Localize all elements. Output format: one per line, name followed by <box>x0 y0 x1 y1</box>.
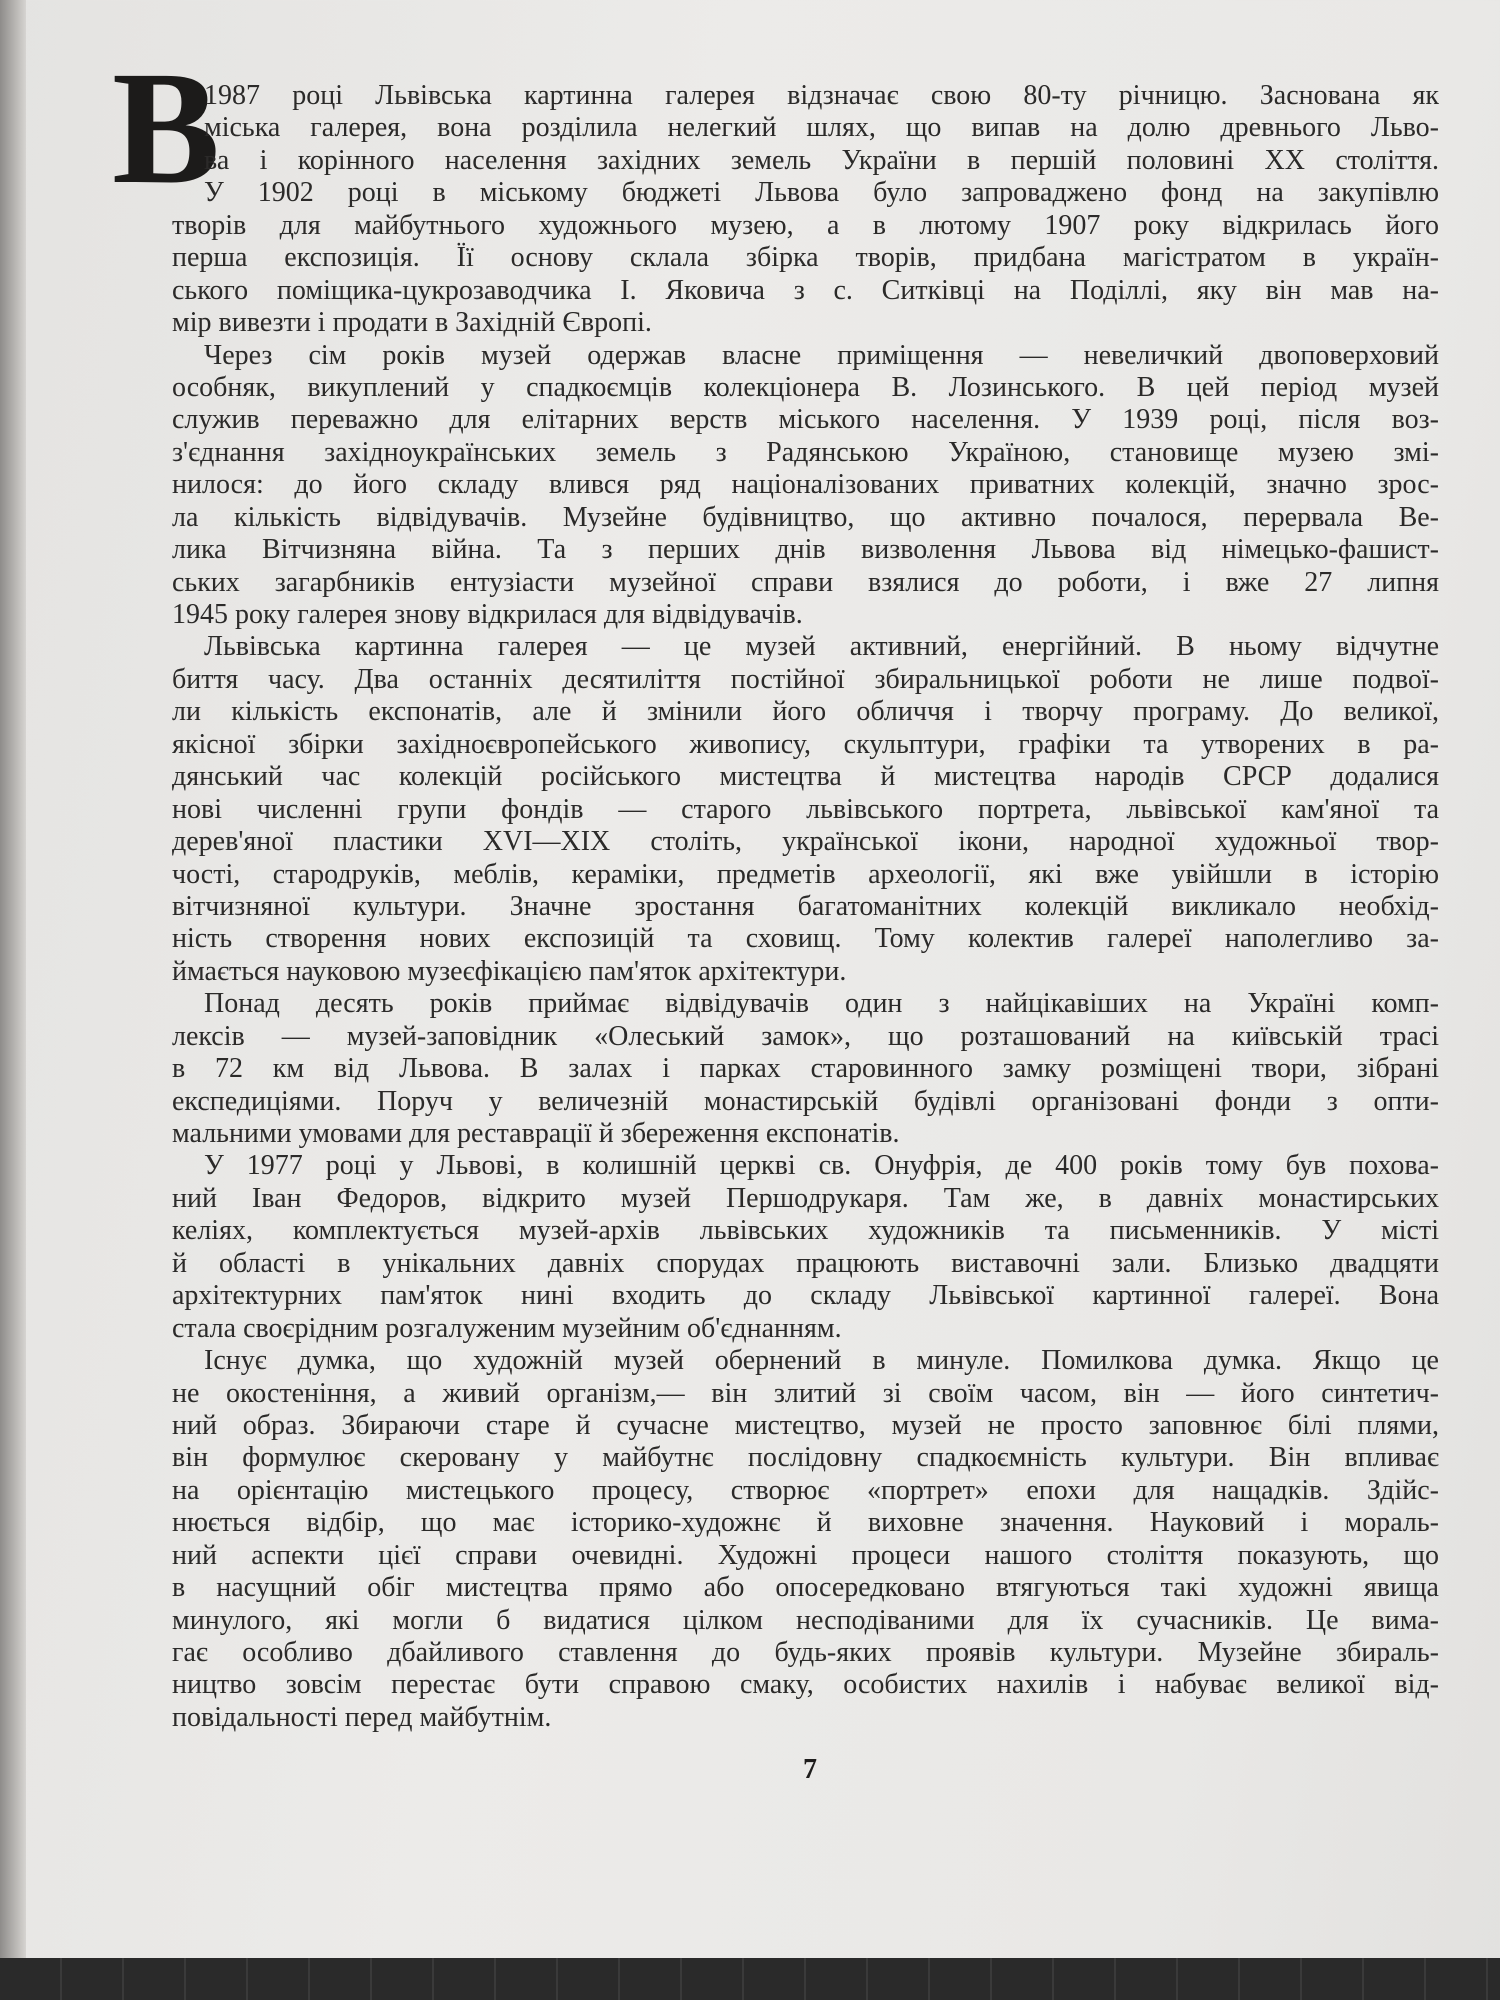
paragraph-5-line: й області в унікальних давніх спорудах працюють виставочні зали. Близько двадцяти <box>172 1247 1439 1279</box>
paragraph-6-line: повідальності перед майбутнім. <box>172 1701 552 1733</box>
paragraph-6-line: в насущний обіг мистецтва прямо або опосередковано втягуються такі художні явища <box>172 1572 1439 1604</box>
paragraph-4-line: Понад десять років приймає відвідувачів один з найцікавіших на Україні комп- <box>204 988 1439 1020</box>
paragraph-5-line: У 1977 році у Львові, в колишній церкві св. Онуфрія, де 400 років тому був похова- <box>204 1150 1439 1182</box>
paragraph-6-line: ництво зовсім перестає бути справою смаку, особистих нахилів і набуває великої від- <box>172 1669 1439 1701</box>
paragraph-6-line: не окостеніння, а живий організм,— він злитий зі своїм часом, він — його синтетич- <box>172 1377 1439 1409</box>
paragraph-6-line: на орієнтацію мистецького процесу, створює «портрет» епохи для нащадків. Здійс- <box>172 1474 1439 1506</box>
paragraph-1-line: 1987 році Львівська картинна галерея відзначає свою 80-ту річницю. Заснована як <box>204 80 1439 111</box>
paragraph-6-line: він формулює скеровану у майбутнє послідовну спадкоємність культури. Він впливає <box>172 1442 1439 1474</box>
paragraph-6-line: Існує думка, що художній музей обернений в минуле. Помилкова думка. Якщо це <box>204 1345 1439 1377</box>
paragraph-3-line: вітчизняної культури. Значне зростання багатоманітних колекцій викликало необхід- <box>172 890 1439 922</box>
paragraph-3-line: ймається науковою музеєфікацією пам'яток архітектури. <box>172 955 847 987</box>
paragraph-4-line: лексів — музей-заповідник «Олеський замок», що розташований на київській трасі <box>172 1020 1439 1052</box>
paragraph-4-line: в 72 км від Львова. В залах і парках старовинного замку розміщені твори, зібрані <box>172 1053 1439 1085</box>
paragraph-5-line: ний Іван Федоров, відкрито музей Першодрукаря. Там же, в давніх монастирських <box>172 1182 1439 1214</box>
paragraph-6-line: нюється відбір, що має історико-художнє й виховне значення. Науковий і мораль- <box>172 1507 1439 1539</box>
paragraph-6-line: гає особливо дбайливого ставлення до будь-яких проявів культури. Музейне збираль- <box>172 1637 1439 1668</box>
drop-cap: В <box>112 39 221 218</box>
paragraph-3-line: ли кількість експонатів, але й змінили його обличчя і творчу програму. До великої, <box>172 696 1439 728</box>
article-body <box>172 80 1439 1734</box>
paragraph-2-line: особняк, викуплений у спадкоємців колекціонера В. Лозинського. В цей період музей <box>172 371 1439 403</box>
paragraph-3-line: биття часу. Два останніх десятиліття постійної збиральницької роботи не лише подвої- <box>172 663 1439 695</box>
paragraph-3-line: нові численні групи фондів — старого львівського портрета, львівської кам'яної та <box>172 793 1439 825</box>
paragraph-1-line: міська галерея, вона розділила нелегкий шлях, що випав на долю древнього Льво- <box>204 112 1439 144</box>
book-spine-edge <box>0 0 26 1960</box>
paragraph-2-line: з'єднання західноукраїнських земель з Радянською Україною, становище музею змі- <box>172 436 1439 468</box>
paragraph-5-line: стала своєрідним розгалуженим музейним об'єднанням. <box>172 1312 842 1344</box>
paragraph-2-line: 1945 року галерея знову відкрилася для відвідувачів. <box>172 599 803 630</box>
paragraph-6-line: ний образ. Збираючи старе й сучасне мистецтво, музей не просто заповнює білі плями, <box>172 1409 1439 1441</box>
paragraph-4-line: експедиціями. Поруч у величезній монастирській будівлі організовані фонди з опти- <box>172 1085 1439 1117</box>
paragraph-2-line: ла кількість відвідувачів. Музейне будівництво, що активно почалося, перервала Ве- <box>172 501 1439 533</box>
paragraph-4-line: мальними умовами для реставрації й збереження експонатів. <box>172 1118 900 1149</box>
paragraph-5-line: келіях, комплектується музей-архів львівських художників та письменників. У місті <box>172 1215 1439 1247</box>
paragraph-1-line: ського поміщика-цукрозаводчика І. Яковича з с. Ситківці на Поділлі, яку він мав на- <box>172 274 1439 306</box>
paragraph-2-line: ських загарбників ентузіасти музейної справи взялися до роботи, і вже 27 липня <box>172 566 1439 598</box>
paragraph-1-line: перша експозиція. Її основу склала збірка творів, придбана магістратом в україн- <box>172 242 1439 274</box>
paragraph-3-line: якісної збірки західноєвропейського живопису, скульптури, графіки та утворених в ра- <box>172 728 1439 760</box>
paragraph-6-line: минулого, які могли б видатися цілком несподіваними для їх сучасників. Це вима- <box>172 1604 1439 1636</box>
paragraph-1-line: мір вивезти і продати в Західній Європі. <box>172 307 652 339</box>
paragraph-5-line: архітектурних пам'яток нині входить до складу Львівської картинної галереї. Вона <box>172 1280 1439 1312</box>
paragraph-1-line: творів для майбутнього художнього музею, а в лютому 1907 року відкрилась його <box>172 209 1439 241</box>
paragraph-2-line: Через сім років музей одержав власне приміщення — невеличкий двоповерховий <box>204 339 1439 371</box>
paragraph-1-line: У 1902 році в міському бюджеті Львова було запроваджено фонд на закупівлю <box>204 177 1439 209</box>
page-number: 7 <box>803 1754 817 1785</box>
paragraph-6-line: ний аспекти цієї справи очевидні. Художні процеси нашого століття показують, що <box>172 1539 1439 1571</box>
paragraph-3-line: дерев'яної пластики XVI—XIX століть, української ікони, народної художньої твор- <box>172 826 1439 858</box>
paragraph-2-line: служив переважно для елітарних верств міського населення. У 1939 році, після воз- <box>172 404 1439 436</box>
paragraph-3-line: дянський час колекцій російського мистецтва й мистецтва народів СРСР додалися <box>172 761 1439 793</box>
background-surface <box>0 1958 1500 2000</box>
paragraph-3-line: Львівська картинна галерея — це музей активний, енергійний. В ньому відчутне <box>204 631 1439 663</box>
paragraph-1-line: ва і корінного населення західних земель України в першій половині XX століття. <box>204 144 1439 176</box>
paragraph-2-line: нилося: до його складу влився ряд націоналізованих приватних колекцій, значно зрос- <box>172 469 1439 501</box>
paragraph-2-line: лика Вітчизняна війна. Та з перших днів визволення Львова від німецько-фашист- <box>172 534 1439 566</box>
paragraph-3-line: ність створення нових експозицій та сховищ. Тому колектив галереї наполегливо за- <box>172 923 1439 955</box>
paragraph-3-line: чості, стародруків, меблів, кераміки, предметів археології, які вже увійшли в історію <box>172 858 1439 890</box>
